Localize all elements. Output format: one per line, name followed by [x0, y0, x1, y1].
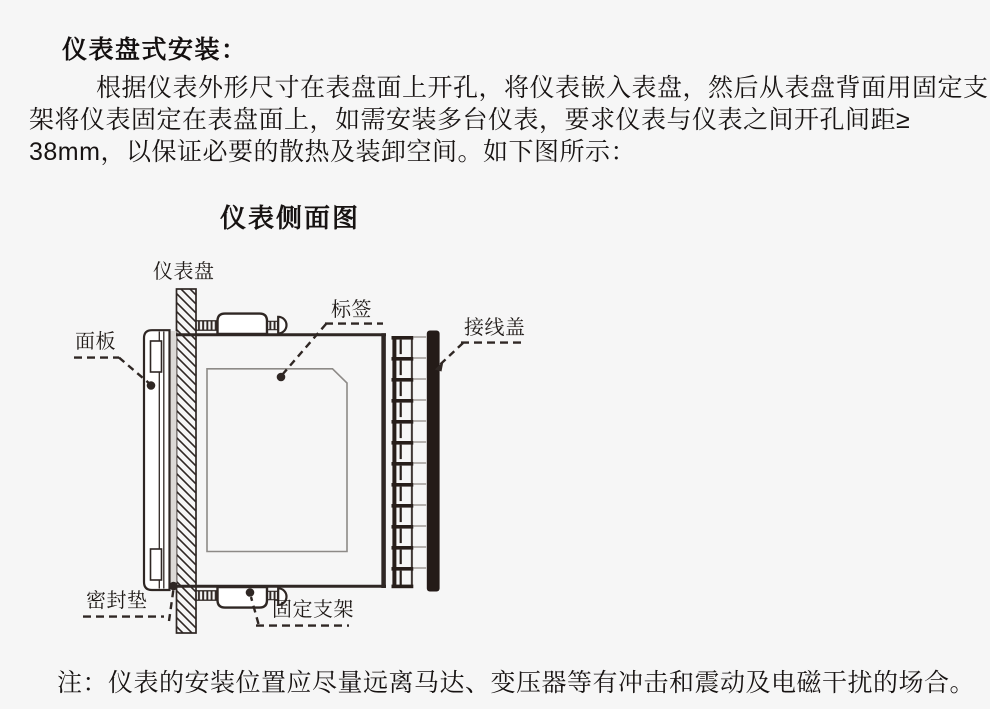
- label-sticker-area: [207, 369, 347, 552]
- leader-dot-front-panel: [147, 381, 156, 390]
- paragraph-line: 根据仪表外形尺寸在表盘面上开孔，将仪表嵌入表盘，然后从表盘背面用固定支: [96, 74, 989, 102]
- leader-dot-tag: [277, 373, 286, 382]
- top-fixing-bracket: [218, 314, 268, 334]
- bottom-fixing-bracket: [218, 587, 268, 608]
- bottom-screw-thread-left: [196, 591, 217, 600]
- label-tag: 标签: [331, 299, 372, 321]
- top-screw-head: [278, 317, 286, 334]
- paragraph-line: 架将仪表固定在表盘面上，如需安装多台仪表，要求仪表与仪表之间开孔间距≥: [29, 106, 911, 134]
- bezel-clip-top: [151, 341, 162, 372]
- label-terminal-cover: 接线盖: [464, 317, 526, 339]
- label-fixing-bracket: 固定支架: [272, 599, 354, 621]
- label-front-panel: 面板: [75, 331, 116, 353]
- top-screw-thread-right: [267, 321, 278, 329]
- diagram-title: 仪表侧面图: [220, 204, 361, 233]
- paragraph-line: 38mm，以保证必要的散热及装卸空间。如下图所示：: [29, 138, 636, 166]
- terminal-block-bottom-cap: [392, 585, 414, 589]
- note-text: 注：仪表的安装位置应尽量远离马达、变压器等有冲击和震动及电磁干扰的场合。: [57, 669, 976, 697]
- leader-gasket: [169, 589, 174, 621]
- leader-dot-gasket: [169, 582, 178, 591]
- page-title: 仪表盘式安装：: [62, 36, 248, 64]
- terminal-block: [392, 336, 414, 588]
- top-screw-thread-left: [196, 321, 217, 330]
- terminal-ladder: [414, 336, 427, 588]
- label-gasket: 密封垫: [86, 590, 148, 612]
- label-instrument-panel: 仪表盘: [153, 261, 215, 283]
- panel-wall-hatch: [177, 289, 197, 633]
- bezel-clip-bottom: [151, 549, 162, 580]
- leader-dot-bracket: [246, 588, 255, 597]
- leader-tag: [282, 324, 326, 375]
